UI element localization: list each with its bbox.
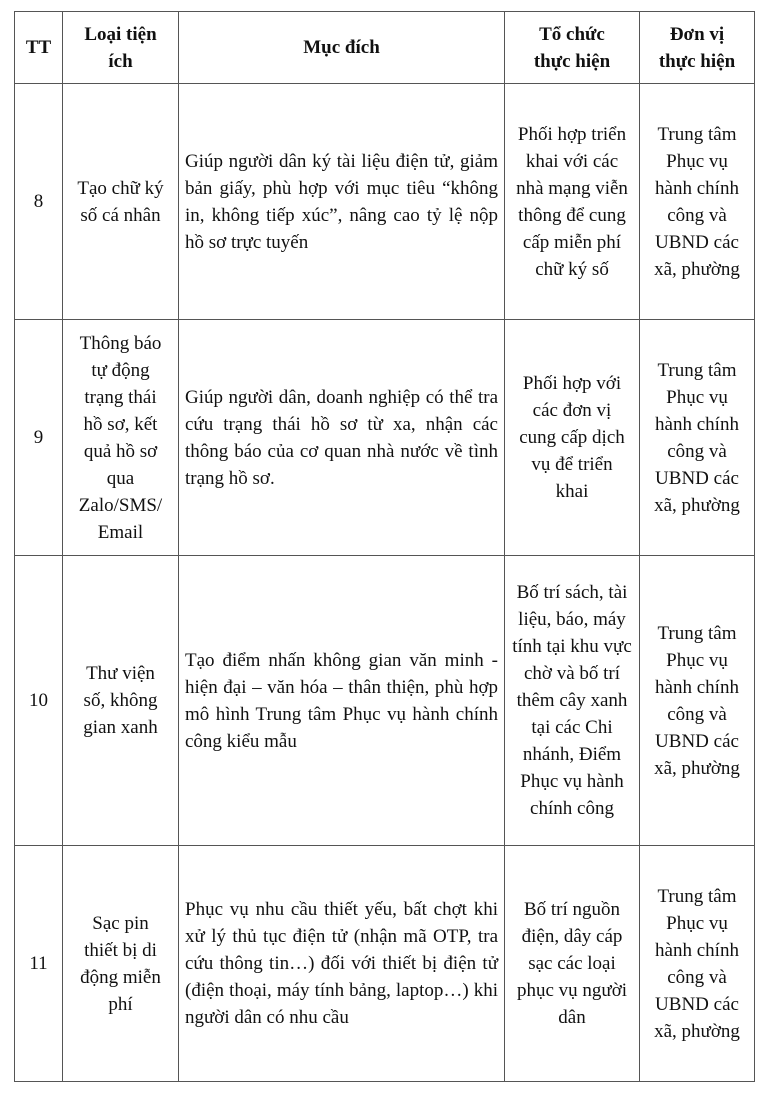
utility-purpose: Tạo điểm nhấn không gian văn minh - hiện đại – văn hóa – thân thiện, phù hợp mô hình Trung tâm Phục vụ hành chính công kiểu mẫu bbox=[179, 556, 505, 846]
table-row bbox=[15, 556, 755, 846]
utility-table bbox=[14, 11, 755, 1082]
utility-organization: Phối hợp với các đơn vị cung cấp dịch vụ để triển khai bbox=[505, 320, 640, 556]
utility-organization: Bố trí sách, tài liệu, báo, máy tính tại khu vực chờ và bố trí thêm cây xanh tại các Chi nhánh, Điểm Phục vụ hành chính công bbox=[505, 556, 640, 846]
row-number: 8 bbox=[15, 84, 63, 320]
utility-type: Thông báo tự động trạng thái hồ sơ, kết quả hồ sơ qua Zalo/SMS/ Email bbox=[63, 320, 179, 556]
row-number: 10 bbox=[15, 556, 63, 846]
utility-organization: Bố trí nguồn điện, dây cáp sạc các loại phục vụ người dân bbox=[505, 846, 640, 1082]
utility-unit: Trung tâm Phục vụ hành chính công và UBND các xã, phường bbox=[640, 84, 755, 320]
row-number: 9 bbox=[15, 320, 63, 556]
utility-type: Tạo chữ ký số cá nhân bbox=[63, 84, 179, 320]
utility-purpose: Giúp người dân, doanh nghiệp có thể tra cứu trạng thái hồ sơ từ xa, nhận các thông báo của cơ quan nhà nước về tình trạng hồ sơ. bbox=[179, 320, 505, 556]
utility-type: Sạc pin thiết bị di động miễn phí bbox=[63, 846, 179, 1082]
table-row bbox=[15, 320, 755, 556]
header-tt: TT bbox=[15, 12, 63, 84]
table-header-row bbox=[15, 12, 755, 84]
utility-unit: Trung tâm Phục vụ hành chính công và UBND các xã, phường bbox=[640, 846, 755, 1082]
header-type: Loại tiện ích bbox=[63, 12, 179, 84]
header-purpose: Mục đích bbox=[179, 12, 505, 84]
header-unit: Đơn vị thực hiện bbox=[640, 12, 755, 84]
utility-unit: Trung tâm Phục vụ hành chính công và UBND các xã, phường bbox=[640, 556, 755, 846]
row-number: 11 bbox=[15, 846, 63, 1082]
utility-purpose: Phục vụ nhu cầu thiết yếu, bất chợt khi xử lý thủ tục điện tử (nhận mã OTP, tra cứu thông tin…) đối với thiết bị điện tử (điện thoại, máy tính bảng, laptop…) khi người dân có nhu cầu bbox=[179, 846, 505, 1082]
header-org: Tổ chức thực hiện bbox=[505, 12, 640, 84]
utility-type: Thư viện số, không gian xanh bbox=[63, 556, 179, 846]
table-row bbox=[15, 846, 755, 1082]
utility-organization: Phối hợp triển khai với các nhà mạng viễn thông để cung cấp miễn phí chữ ký số bbox=[505, 84, 640, 320]
utility-unit: Trung tâm Phục vụ hành chính công và UBND các xã, phường bbox=[640, 320, 755, 556]
utility-purpose: Giúp người dân ký tài liệu điện tử, giảm bản giấy, phù hợp với mục tiêu “không in, không tiếp xúc”, nâng cao tỷ lệ nộp hồ sơ trực tuyến bbox=[179, 84, 505, 320]
table-row bbox=[15, 84, 755, 320]
